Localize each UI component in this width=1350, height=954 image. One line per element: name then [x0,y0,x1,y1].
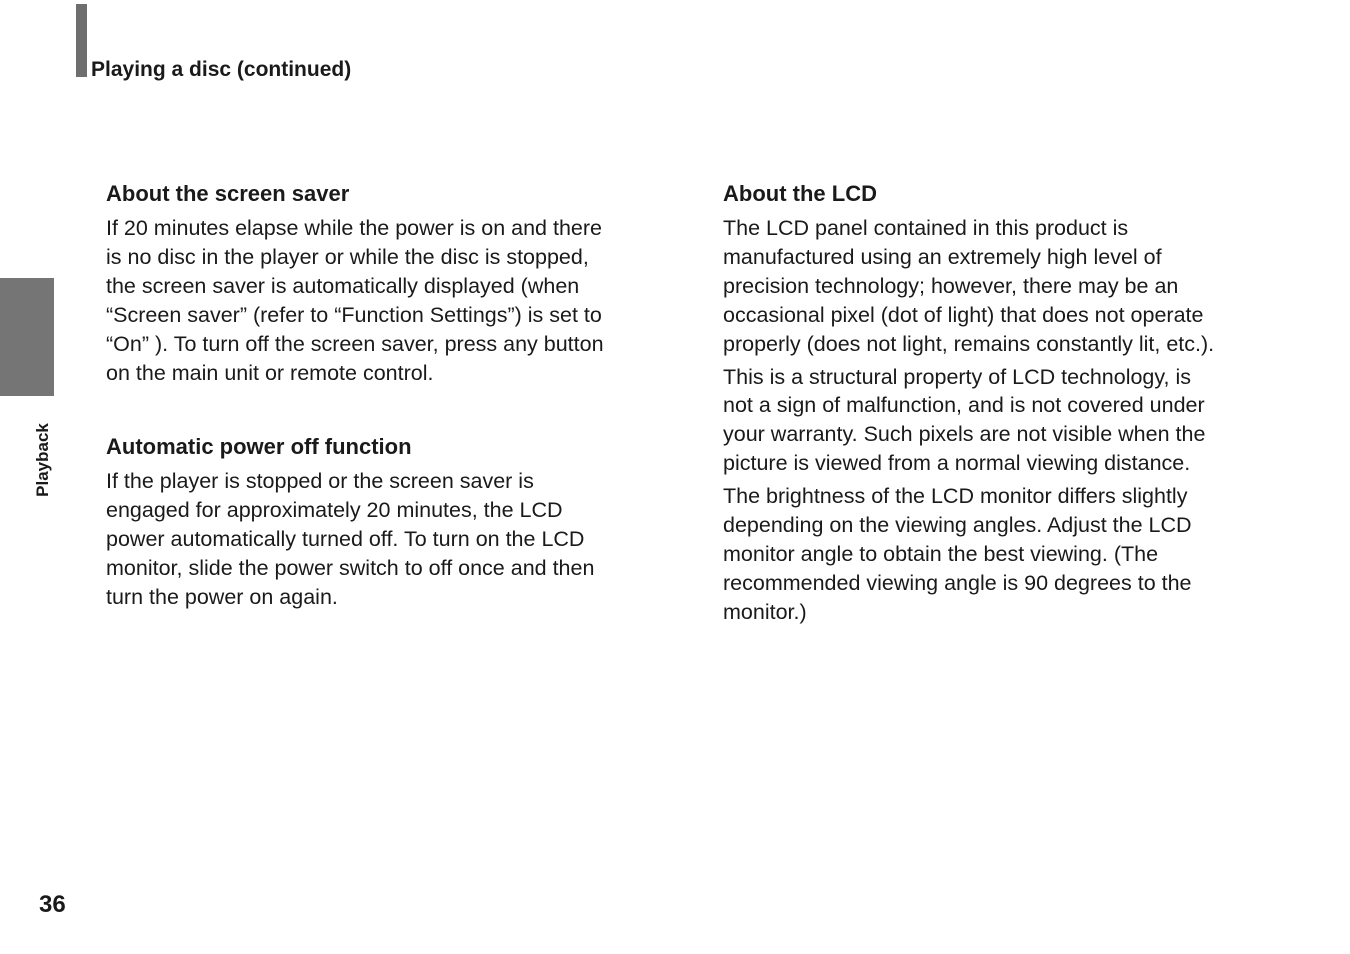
page-title: Playing a disc (continued) [91,58,352,81]
side-tab-marker [0,278,54,396]
page-number: 36 [39,891,66,918]
section-heading: Automatic power off function [106,434,412,460]
section-paragraph: This is a structural property of LCD technology, is not a sign of malfunction, and is not covered under your warranty. Such pixels are not visible when the picture is viewed from a normal viewing distance. [723,364,1206,476]
right-column [723,180,1283,627]
section-heading: About the screen saver [106,181,350,206]
section-paragraph: The LCD panel contained in this product is manufactured using an extremely high level of precision technology; however, there may be an occasional pixel (dot of light) that does not operate properly (does not light, remains constantly lit, etc.). [723,216,1215,356]
section-auto-power-off [106,433,666,612]
section-spacer [106,387,666,433]
section-paragraph: If 20 minutes elapse while the power is on and there is no disc in the player or while the disc is stopped, the screen saver is automatically displayed (when “Screen saver” (refer to “Function Settings”) is set to “On” ). To turn off the screen saver, press any button on the main unit or remote control. [106,216,604,385]
section-about-lcd [723,180,1283,627]
header-accent-bar [76,4,87,77]
side-tab-label: Playback [33,423,52,497]
section-paragraph: If the player is stopped or the screen saver is engaged for approximately 20 minutes, the LCD power automatically turned off. To turn on the LCD monitor, slide the power switch to off once and then turn the power on again. [106,469,595,610]
left-column [106,180,666,612]
section-screen-saver [106,180,666,387]
section-paragraph: The brightness of the LCD monitor differs slightly depending on the viewing angles. Adjust the LCD monitor angle to obtain the best viewing. (The recommended viewing angle is 90 degrees to the monitor.) [723,484,1192,624]
section-heading: About the LCD [723,181,877,206]
